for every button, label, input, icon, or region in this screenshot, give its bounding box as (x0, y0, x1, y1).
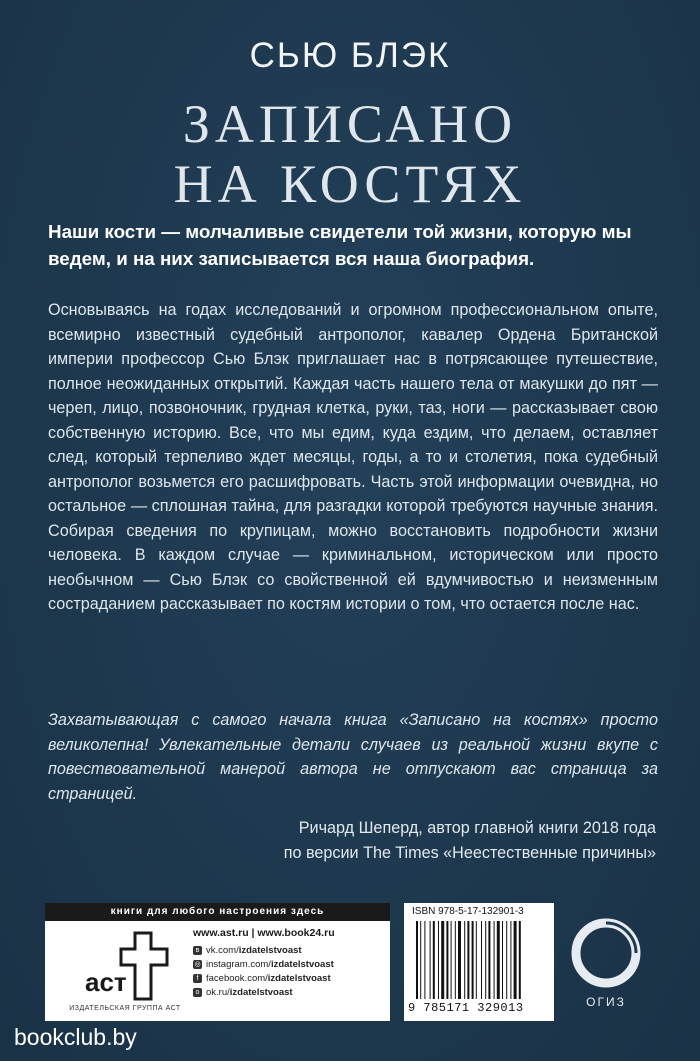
instagram-icon: ◎ (194, 961, 201, 968)
attribution-line-1: Ричард Шеперд, автор главной книги 2018 года (298, 819, 656, 837)
publisher-block (45, 903, 390, 1021)
barcode-bar (433, 921, 435, 999)
barcode-bar (464, 921, 465, 999)
barcode-bar (497, 921, 500, 999)
barcode-bar (430, 921, 431, 999)
isbn-label: ISBN 978-5-17-132901-3 (412, 906, 524, 917)
social-vk[interactable]: в vk.com/ izdatelstvoast (193, 944, 388, 957)
ok-icon: о (193, 988, 202, 997)
barcode-bar (476, 921, 477, 999)
lead-paragraph: Наши кости — молчаливые свидетели той жизни, которую мы ведем, и на них записывается вся наша биография. (48, 221, 632, 269)
ast-logo-icon (65, 929, 185, 1001)
ast-logo-text: аст (85, 967, 127, 997)
barcode-icon (414, 921, 548, 999)
barcode-bar (502, 921, 503, 999)
review-attribution (96, 816, 656, 865)
book-title-line-2: НА КОСТЯХ (173, 154, 527, 214)
barcode-bar (416, 921, 418, 999)
review-quote: Захватывающая с самого начала книга «Записано на костях» просто великолепна! Увлекательные детали случаев из реальной жизни вкупе с повествовательной манерой автора не отпускают вас страница за страницей. (48, 711, 658, 803)
publisher-caption: ИЗДАТЕЛЬСКАЯ ГРУППА АСТ (69, 1005, 181, 1012)
barcode-bar (472, 921, 474, 999)
barcode-bar (455, 921, 456, 999)
watermark: bookclub.by (14, 1024, 137, 1050)
publisher-slogan: книги для любого настроения здесь (45, 903, 390, 921)
barcode-bar (451, 921, 452, 999)
book-title-line-1: ЗАПИСАНО (182, 94, 518, 154)
barcode-bar (458, 921, 461, 999)
barcode-bar (467, 921, 469, 999)
vk-icon: в (193, 946, 202, 955)
barcode-bar (519, 921, 521, 999)
barcode-bar (420, 921, 421, 999)
barcode-bar (514, 921, 517, 999)
isbn-block (404, 903, 554, 1021)
barcode-bar (441, 921, 444, 999)
barcode-bar (485, 921, 486, 999)
facebook-icon: f (193, 974, 202, 983)
ogiz-logo-icon (571, 918, 641, 988)
barcode-bar (506, 921, 507, 999)
publisher-sites[interactable]: www.ast.ru | www.book24.ru (193, 927, 335, 939)
barcode-bar (488, 921, 490, 999)
social-instagram[interactable]: ◎ instagram.com/ izdatelstvoast (194, 959, 334, 970)
barcode-bar (510, 921, 511, 999)
publisher-links (193, 927, 388, 999)
barcode-bar (424, 921, 425, 999)
barcode-bar (481, 921, 482, 999)
social-ok[interactable]: о ok.ru/ izdatelstvoast (193, 986, 388, 999)
barcode-number: 9 785171 329013 (408, 1001, 524, 1015)
ogiz-label: ОГИЗ (586, 995, 626, 1009)
description-paragraph: Основываясь на годах исследований и огромном профессиональном опыте, всемирно известный судебный антрополог, кавалер Ордена Британской империи профессор Сью Блэк приглашает нас в потрясающее путешествие, полное неожиданных открытий. Каждая часть нашего тела от макушки до пят — череп, лицо, позвоночник, грудная клетка, руки, таз, ноги — рассказывает свою собственную историю. Все, что мы едим, куда ездим, что делаем, оставляет след, который терпеливо ждет месяцы, годы, а то и столетия, пока судебный антрополог возьмется его расшифровать. Часть этой информации очевидна, но остальное — сплошная тайна, для разгадки которой требуются научные знания. Собирая сведения по крупицам, можно восстановить подробности жизни человека. В каждом случае — криминальном, историческом или просто необычном — Сью Блэк со свойственной ей вдумчивостью и неизменным состраданием рассказывает по костям истории о том, что остается после нас. (48, 301, 658, 613)
attribution-line-2: по версии The Times «Неестественные причины» (283, 843, 656, 862)
barcode-bar (438, 921, 439, 999)
social-facebook[interactable]: f facebook.com/ izdatelstvoast (193, 972, 388, 985)
barcode-bar (446, 921, 448, 999)
barcode-bar (494, 921, 495, 999)
author-name: СЬЮ БЛЭК (249, 36, 451, 75)
